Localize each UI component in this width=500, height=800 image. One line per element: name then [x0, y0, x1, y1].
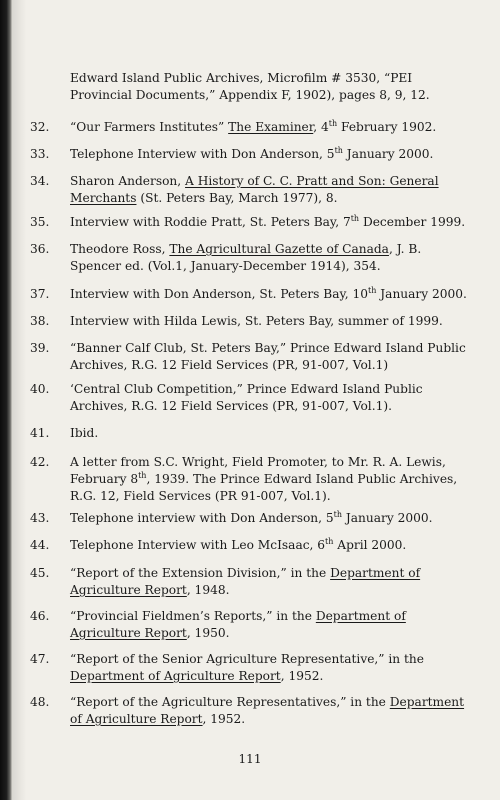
endnote-text-segment: “Report of the Extension Division,” in the: [70, 566, 331, 580]
endnote-number: 48.: [30, 695, 50, 709]
endnote-number: 38.: [30, 314, 50, 328]
endnote-text-segment: “Report of the Senior Agriculture Representative,” in the: [70, 652, 424, 666]
endnote-text-segment: Telephone Interview with Leo McIsaac, 6: [70, 538, 326, 552]
publication-title: Department of Agriculture Report: [70, 669, 281, 683]
endnote-text: [70, 608, 470, 642]
endnote-text: [70, 313, 470, 330]
endnote-number: 44.: [30, 538, 50, 552]
ordinal-suffix: th: [333, 509, 343, 519]
endnote-number: 42.: [30, 455, 50, 469]
endnote-text-segment: Interview with Don Anderson, St. Peters Bay, 10: [70, 287, 369, 301]
endnote: [30, 651, 470, 685]
endnote-text-segment: , 1952.: [202, 712, 246, 726]
endnote-text: [70, 340, 470, 374]
endnote-text: [70, 214, 470, 231]
endnote-number: 43.: [30, 511, 50, 525]
endnote-number: 34.: [30, 174, 50, 188]
endnote: [30, 340, 470, 374]
endnote: [30, 214, 470, 231]
endnote-text-segment: February 1902.: [337, 120, 437, 134]
endnote-text: [70, 241, 470, 275]
ordinal-suffix: th: [334, 145, 343, 155]
ordinal-suffix: th: [368, 285, 377, 295]
endnote: [30, 454, 470, 505]
endnote: [30, 510, 470, 527]
endnote-text-segment: (St. Peters Bay, March 1977), 8.: [136, 191, 338, 205]
endnote-text-segment: January 2000.: [342, 511, 433, 525]
book-spine: [0, 0, 12, 800]
endnote-number: 32.: [30, 120, 50, 134]
endnote-text-segment: December 1999.: [359, 215, 466, 229]
endnote-number: 36.: [30, 242, 50, 256]
endnote-text: [70, 510, 470, 527]
ordinal-suffix: th: [350, 213, 360, 223]
endnote-number: 45.: [30, 566, 50, 580]
endnote-text-segment: , 4: [313, 120, 329, 134]
endnote-text: [70, 565, 470, 599]
publication-title: A History of C. C. Pratt and Son: General Merchants: [70, 174, 439, 205]
endnote-text: [70, 119, 470, 136]
endnote: [30, 146, 470, 163]
publication-title: Department of Agriculture Report: [70, 609, 406, 640]
endnote-text-segment: April 2000.: [333, 538, 407, 552]
endnote-text: [70, 425, 470, 442]
endnote-number: 47.: [30, 652, 50, 666]
endnote-text: [70, 694, 470, 728]
endnote-text-segment: January 2000.: [376, 287, 467, 301]
endnote-text-segment: Theodore Ross,: [70, 242, 170, 256]
publication-title: Department of Agriculture Report: [70, 695, 465, 726]
endnote-text: [70, 454, 470, 505]
endnote-text-segment: “Our Farmers Institutes”: [70, 120, 229, 134]
endnote: [30, 694, 470, 728]
endnote: [30, 313, 470, 330]
endnote-text-segment: Telephone interview with Don Anderson, 5: [70, 511, 334, 525]
endnote-text: [70, 537, 470, 554]
endnote-number: 41.: [30, 426, 50, 440]
endnote-text-segment: A letter from S.C. Wright, Field Promoter, to Mr. R. A. Lewis, February 8: [70, 455, 446, 486]
endnote-text-segment: “Banner Calf Club, St. Peters Bay,” Prince Edward Island Public Archives, R.G. 12 Field Services (PR, 91-007, Vol.1): [70, 341, 466, 372]
publication-title: The Examiner: [228, 120, 314, 134]
endnote-number: 39.: [30, 341, 50, 355]
endnote: [30, 565, 470, 599]
endnote-text-segment: Edward Island Public Archives, Microfilm # 3530, “PEI Provincial Documents,” Appendix F, 1902), pages 8, 9, 12.: [70, 71, 430, 102]
endnote-text-segment: Interview with Hilda Lewis, St. Peters Bay, summer of 1999.: [70, 314, 443, 328]
publication-title: Department of Agriculture Report: [70, 566, 421, 597]
endnote-text-segment: Telephone Interview with Don Anderson, 5: [70, 147, 335, 161]
endnote-number: 46.: [30, 609, 50, 623]
ordinal-suffix: th: [325, 536, 334, 546]
endnote: [30, 70, 470, 104]
endnote-number: 40.: [30, 382, 50, 396]
endnote: [30, 381, 470, 415]
endnote-number: 37.: [30, 287, 50, 301]
endnote-number: 33.: [30, 147, 50, 161]
endnote-text-segment: Ibid.: [70, 426, 99, 440]
endnote-text: [70, 381, 470, 415]
endnote: [30, 537, 470, 554]
endnote-text: [70, 651, 470, 685]
endnote: [30, 241, 470, 275]
ordinal-suffix: th: [328, 118, 338, 128]
endnote-text-segment: ‘Central Club Competition,” Prince Edward Island Public Archives, R.G. 12 Field Services (PR, 91-007, Vol.1).: [70, 382, 423, 413]
publication-title: The Agricultural Gazette of Canada: [169, 242, 389, 256]
endnote-text-segment: , 1952.: [280, 669, 324, 683]
endnote: [30, 173, 470, 207]
endnote-text-segment: , 1950.: [186, 626, 230, 640]
endnote-text-segment: , 1939. The Prince Edward Island Public Archives, R.G. 12, Field Services (PR 91-007, Vol.1).: [70, 472, 458, 503]
endnote: [30, 286, 470, 303]
ordinal-suffix: th: [138, 470, 147, 480]
endnote-text-segment: “Provincial Fieldmen’s Reports,” in the: [70, 609, 316, 623]
endnote-text-segment: “Report of the Agriculture Representatives,” in the: [70, 695, 390, 709]
gutter-shadow: [12, 0, 26, 800]
endnote-number: 35.: [30, 215, 50, 229]
page-number: 111: [238, 752, 262, 766]
endnote: [30, 119, 470, 136]
endnote-text-segment: , J. B. Spencer ed. (Vol.1, January-December 1914), 354.: [70, 242, 422, 273]
endnote-text-segment: , 1948.: [186, 583, 230, 597]
endnote-text: [70, 70, 470, 104]
endnote-text-segment: Sharon Anderson,: [70, 174, 186, 188]
endnote-text-segment: January 2000.: [342, 147, 434, 161]
endnote-text: [70, 173, 470, 207]
endnote: [30, 425, 470, 442]
endnote: [30, 608, 470, 642]
endnote-text: [70, 286, 470, 303]
endnote-text: [70, 146, 470, 163]
endnote-text-segment: Interview with Roddie Pratt, St. Peters Bay, 7: [70, 215, 351, 229]
